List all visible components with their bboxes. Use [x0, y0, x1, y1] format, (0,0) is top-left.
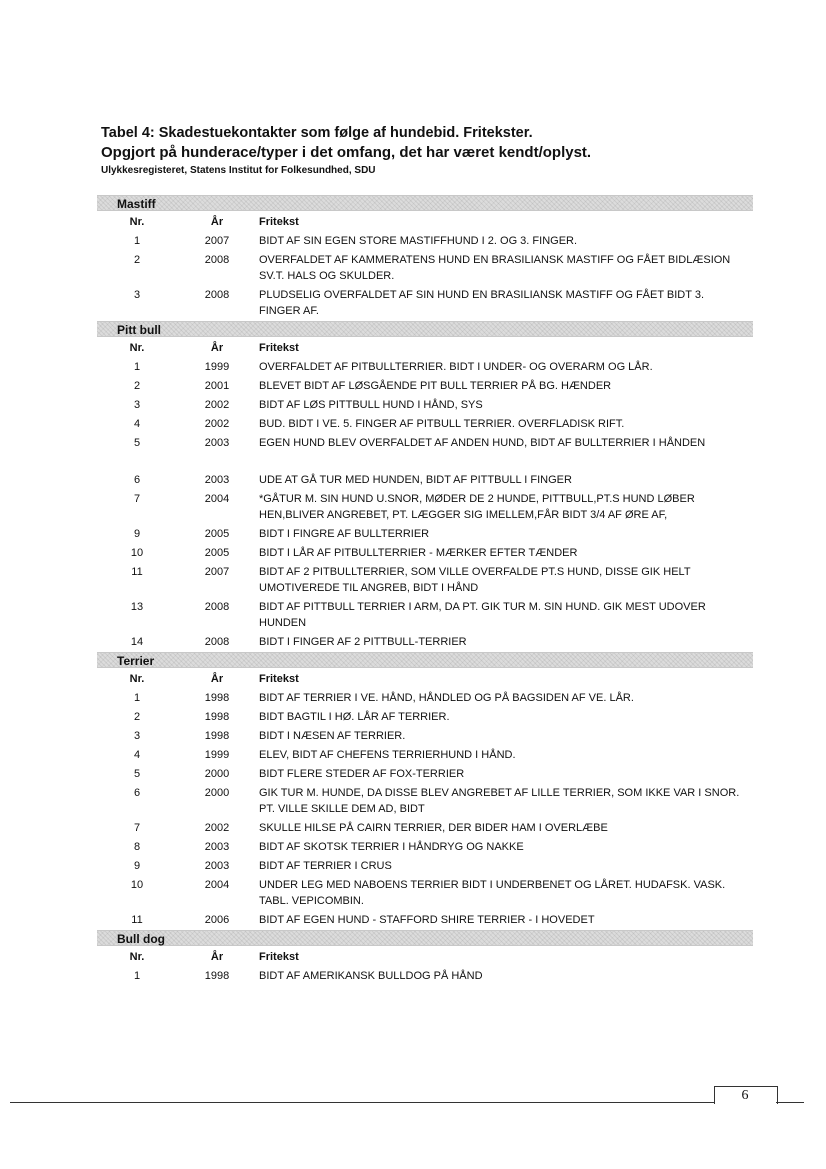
- table-row: [97, 377, 753, 396]
- row-year: 1998: [204, 692, 230, 704]
- row-number: 11: [131, 566, 143, 578]
- column-header-row: [97, 211, 753, 232]
- row-text: BIDT I NÆSEN AF TERRIER.: [259, 730, 406, 742]
- row-text: BIDT AF EGEN HUND - STAFFORD SHIRE TERRIER - I HOVEDET: [259, 914, 595, 926]
- table-row: [97, 708, 753, 727]
- page-number: 6: [741, 1088, 749, 1103]
- row-year: 2008: [204, 601, 230, 613]
- section-header: Pitt bull: [97, 321, 753, 337]
- row-number: 5: [133, 768, 141, 780]
- column-header-nr: Nr.: [129, 951, 145, 963]
- row-number: 8: [133, 841, 141, 853]
- row-year: 2003: [204, 841, 230, 853]
- column-header-row: [97, 668, 753, 689]
- row-year: 1998: [204, 730, 230, 742]
- row-year: 2002: [204, 399, 230, 411]
- row-number: 2: [133, 380, 141, 392]
- row-number: 5: [133, 437, 141, 449]
- row-year: 2008: [204, 254, 230, 266]
- row-text: UNDER LEG MED NABOENS TERRIER BIDT I UNDERBENET OG LÅRET. HUDAFSK. VASK. TABL. VEPICOMBIN.: [259, 879, 726, 907]
- row-text: BIDT AF PITTBULL TERRIER I ARM, DA PT. GIK TUR M. SIN HUND. GIK MEST UDOVER HUNDEN: [259, 601, 706, 629]
- column-header-year: År: [210, 342, 224, 354]
- row-number: 1: [133, 235, 141, 247]
- table-subtitle: Opgjort på hunderace/typer i det omfang, det har været kendt/oplyst.: [101, 144, 592, 161]
- row-text: OVERFALDET AF PITBULLTERRIER. BIDT I UNDER- OG OVERARM OG LÅR.: [259, 361, 653, 373]
- row-text: BUD. BIDT I VE. 5. FINGER AF PITBULL TERRIER. OVERFLADISK RIFT.: [259, 418, 625, 430]
- row-year: 2002: [204, 418, 230, 430]
- row-year: 2001: [204, 380, 230, 392]
- row-number: 6: [133, 787, 141, 799]
- column-header-text: Fritekst: [259, 342, 299, 354]
- row-number: 7: [133, 493, 141, 505]
- row-number: 1: [133, 970, 141, 982]
- row-number: 9: [133, 860, 141, 872]
- row-number: 3: [133, 289, 141, 301]
- row-year: 1999: [204, 749, 230, 761]
- section-header: Mastiff: [97, 195, 753, 211]
- table-row: [97, 967, 753, 986]
- row-year: 2008: [204, 636, 230, 648]
- row-number: 2: [133, 254, 141, 266]
- table-row: [97, 434, 753, 453]
- table-row: [97, 544, 753, 563]
- table-row: [97, 396, 753, 415]
- row-number: 4: [133, 418, 141, 430]
- row-year: 2003: [204, 437, 230, 449]
- column-header-text: Fritekst: [259, 673, 299, 685]
- row-year: 2004: [204, 493, 230, 505]
- row-text: GIK TUR M. HUNDE, DA DISSE BLEV ANGREBET AF LILLE TERRIER, SOM IKKE VAR I SNOR. PT. VILLE SKILLE DEM AD, BIDT: [259, 787, 740, 815]
- column-header-year: År: [210, 673, 224, 685]
- table-row: [97, 765, 753, 784]
- row-text: BIDT AF TERRIER I CRUS: [259, 860, 392, 872]
- row-text: BIDT FLERE STEDER AF FOX-TERRIER: [259, 768, 465, 780]
- table-row: [97, 415, 753, 434]
- column-header-row: [97, 337, 753, 358]
- row-number: 7: [133, 822, 141, 834]
- row-number: 3: [133, 730, 141, 742]
- row-number: 3: [133, 399, 141, 411]
- row-year: 2002: [204, 822, 230, 834]
- row-year: 2004: [204, 879, 230, 891]
- title-block: [101, 124, 761, 178]
- table-row: [97, 746, 753, 765]
- row-number: 10: [130, 879, 144, 891]
- column-header-nr: Nr.: [129, 342, 145, 354]
- row-text: EGEN HUND BLEV OVERFALDET AF ANDEN HUND, BIDT AF BULLTERRIER I HÅNDEN: [259, 437, 706, 449]
- table-title: Tabel 4: Skadestuekontakter som følge af hundebid. Fritekster.: [101, 125, 533, 141]
- row-text: BIDT I LÅR AF PITBULLTERRIER - MÆRKER EFTER TÆNDER: [259, 547, 578, 559]
- row-year: 2008: [204, 289, 230, 301]
- row-year: 2000: [204, 787, 230, 799]
- row-text: BIDT AF 2 PITBULLTERRIER, SOM VILLE OVERFALDE PT.S HUND, DISSE GIK HELT UMOTIVEREDE TIL ANGREB, BIDT I HÅND: [259, 566, 691, 594]
- row-number: 9: [133, 528, 141, 540]
- row-year: 2003: [204, 860, 230, 872]
- row-year: 2005: [204, 528, 230, 540]
- table-row: [97, 232, 753, 251]
- table-row: [97, 689, 753, 708]
- row-text: BLEVET BIDT AF LØSGÅENDE PIT BULL TERRIER PÅ BG. HÆNDER: [259, 380, 612, 392]
- section-header: Terrier: [97, 652, 753, 668]
- row-number: 1: [133, 361, 141, 373]
- footer-rule-end: [776, 1102, 804, 1103]
- table-row: [97, 471, 753, 490]
- row-year: 2007: [204, 235, 230, 247]
- row-number: 1: [133, 692, 141, 704]
- table-row: [97, 286, 753, 321]
- table-row: [97, 358, 753, 377]
- row-number: 13: [130, 601, 144, 613]
- row-text: BIDT AF LØS PITTBULL HUND I HÅND, SYS: [259, 399, 483, 411]
- row-text: BIDT I FINGRE AF BULLTERRIER: [259, 528, 430, 540]
- column-header-text: Fritekst: [259, 951, 299, 963]
- table-row: [97, 598, 753, 633]
- row-number: 6: [133, 474, 141, 486]
- row-year: 2003: [204, 474, 230, 486]
- row-text: BIDT AF AMERIKANSK BULLDOG PÅ HÅND: [259, 970, 483, 982]
- row-number: 2: [133, 711, 141, 723]
- table-row: [97, 727, 753, 746]
- section-header: Bull dog: [97, 930, 753, 946]
- table-row: [97, 633, 753, 652]
- row-text: OVERFALDET AF KAMMERATENS HUND EN BRASILIANSK MASTIFF OG FÅET BIDLÆSION SV.T. HALS OG SKULDER.: [259, 254, 731, 282]
- row-text: BIDT AF SKOTSK TERRIER I HÅNDRYG OG NAKKE: [259, 841, 524, 853]
- table-row: [97, 525, 753, 544]
- row-text: BIDT AF TERRIER I VE. HÅND, HÅNDLED OG PÅ BAGSIDEN AF VE. LÅR.: [259, 692, 634, 704]
- row-text: ELEV, BIDT AF CHEFENS TERRIERHUND I HÅND.: [259, 749, 516, 761]
- row-text: BIDT AF SIN EGEN STORE MASTIFFHUND I 2. OG 3. FINGER.: [259, 235, 578, 247]
- column-header-nr: Nr.: [129, 216, 145, 228]
- row-year: 1998: [204, 711, 230, 723]
- table-row: [97, 819, 753, 838]
- column-header-year: År: [210, 951, 224, 963]
- row-text: BIDT BAGTIL I HØ. LÅR AF TERRIER.: [259, 711, 450, 723]
- row-text: *GÅTUR M. SIN HUND U.SNOR, MØDER DE 2 HUNDE, PITTBULL,PT.S HUND LØBER HEN,BLIVER ANGREBET, PT. LÆGGER SIG IMELLEM,FÅR BIDT 3/4 AF ØRE AF,: [259, 493, 695, 521]
- row-text: UDE AT GÅ TUR MED HUNDEN, BIDT AF PITTBULL I FINGER: [259, 474, 572, 486]
- table-row: [97, 251, 753, 286]
- row-year: 2007: [204, 566, 230, 578]
- table-row: [97, 784, 753, 819]
- table-row: [97, 490, 753, 525]
- table-source: Ulykkesregisteret, Statens Institut for Folkesundhed, SDU: [101, 165, 376, 176]
- row-year: 1998: [204, 970, 230, 982]
- row-text: PLUDSELIG OVERFALDET AF SIN HUND EN BRASILIANSK MASTIFF OG FÅET BIDT 3. FINGER AF.: [259, 289, 704, 317]
- column-header-row: [97, 946, 753, 967]
- table-row: [97, 857, 753, 876]
- row-year: 2000: [204, 768, 230, 780]
- row-number: 4: [133, 749, 141, 761]
- table-row: [97, 876, 753, 911]
- row-year: 1999: [204, 361, 230, 373]
- row-year: 2005: [204, 547, 230, 559]
- row-text: SKULLE HILSE PÅ CAIRN TERRIER, DER BIDER HAM I OVERLÆBE: [259, 822, 608, 834]
- column-header-nr: Nr.: [129, 673, 145, 685]
- column-header-year: År: [210, 216, 224, 228]
- row-number: 10: [130, 547, 144, 559]
- row-text: BIDT I FINGER AF 2 PITTBULL-TERRIER: [259, 636, 467, 648]
- row-number: 11: [131, 914, 143, 926]
- footer-rule: [10, 1102, 714, 1103]
- table-row: [97, 911, 753, 930]
- row-year: 2006: [204, 914, 230, 926]
- column-header-text: Fritekst: [259, 216, 299, 228]
- table-row: [97, 838, 753, 857]
- row-number: 14: [130, 636, 144, 648]
- dog-bite-table: [97, 195, 753, 986]
- table-row: [97, 563, 753, 598]
